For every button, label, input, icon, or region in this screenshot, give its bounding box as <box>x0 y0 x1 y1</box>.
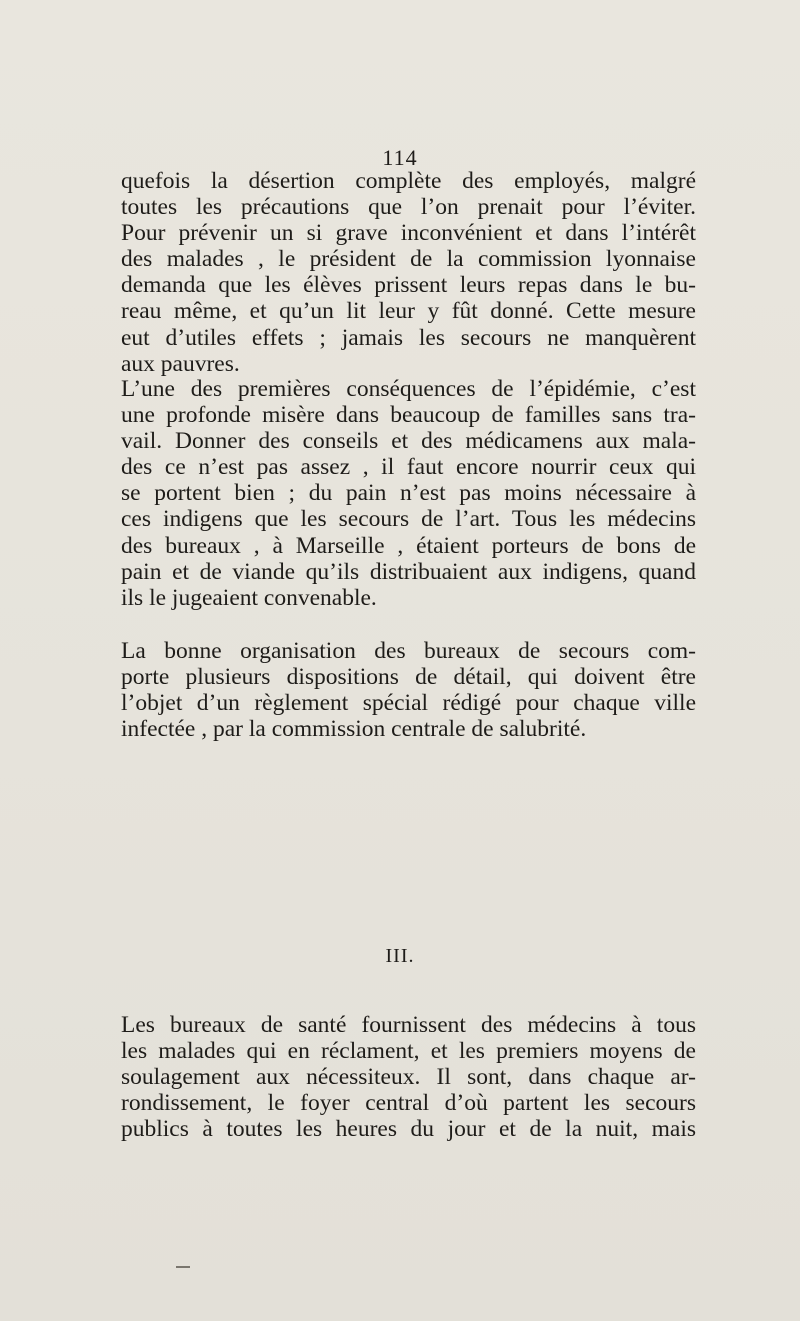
text-line: L’une des premières conséquences de l’épidémie, c’est <box>121 376 696 402</box>
text-line: demanda que les élèves prissent leurs repas dans le bu- <box>121 272 696 299</box>
text-line: La bonne organisation des bureaux de secours com- <box>121 638 696 664</box>
catchword-mark <box>176 1266 190 1268</box>
text-line: des malades , le président de la commission lyonnaise <box>121 246 696 273</box>
text-line: porte plusieurs dispositions de détail, qui doivent être <box>121 664 696 691</box>
paragraph-3 <box>121 638 696 742</box>
text-line: rondissement, le foyer central d’où partent les secours <box>121 1090 696 1117</box>
text-line: une profonde misère dans beaucoup de familles sans tra- <box>121 402 696 429</box>
text-line: l’objet d’un règlement spécial rédigé pour chaque ville <box>121 690 696 717</box>
paragraph-4 <box>121 1012 696 1142</box>
text-line: publics à toutes les heures du jour et de la nuit, mais <box>121 1116 696 1143</box>
text-line: ces indigens que les secours de l’art. Tous les médecins <box>121 506 696 533</box>
paragraph-2 <box>121 376 696 611</box>
text-line: des ce n’est pas assez , il faut encore nourrir ceux qui <box>121 454 696 481</box>
text-line: eut d’utiles effets ; jamais les secours ne manquèrent <box>121 324 696 351</box>
text-line: vail. Donner des conseils et des médicamens aux mala- <box>121 428 696 455</box>
text-line: toutes les précautions que l’on prenait pour l’éviter. <box>121 194 696 221</box>
text-line: se portent bien ; du pain n’est pas moins nécessaire à <box>121 480 696 507</box>
text-line: reau même, et qu’un lit leur y fût donné. Cette mesure <box>121 298 696 325</box>
text-line: Pour prévenir un si grave inconvénient et dans l’intérêt <box>121 220 696 247</box>
text-line: soulagement aux nécessiteux. Il sont, dans chaque ar- <box>121 1064 696 1091</box>
page-number: 114 <box>382 145 418 170</box>
text-line: les malades qui en réclament, et les premiers moyens de <box>121 1038 696 1065</box>
text-line: aux pauvres. <box>121 350 240 377</box>
paragraph-1 <box>121 168 696 377</box>
text-line: pain et de viande qu’ils distribuaient aux indigens, quand <box>121 558 696 585</box>
text-line: infectée , par la commission centrale de salubrité. <box>121 716 587 743</box>
text-line: ils le jugeaient convenable. <box>121 584 377 611</box>
section-heading: III. <box>385 945 415 967</box>
text-line: des bureaux , à Marseille , étaient porteurs de bons de <box>121 532 696 559</box>
text-line: Les bureaux de santé fournissent des médecins à tous <box>121 1012 696 1038</box>
text-line: quefois la désertion complète des employés, malgré <box>121 168 696 194</box>
